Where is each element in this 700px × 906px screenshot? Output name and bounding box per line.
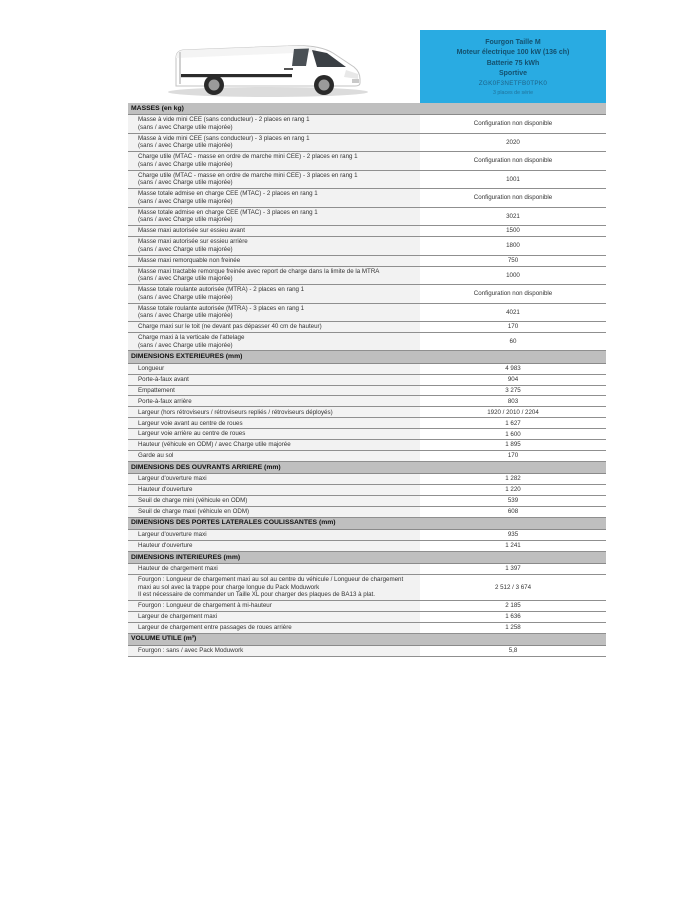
vehicle-seats-note: 3 places de série <box>492 90 534 97</box>
spec-label-cell <box>128 364 420 374</box>
spec-value: 2020 <box>420 134 606 152</box>
table-row <box>128 115 606 134</box>
table-row <box>128 226 606 237</box>
table-row <box>128 152 606 171</box>
spec-value: 608 <box>420 507 606 517</box>
spec-label-cell <box>128 496 420 506</box>
van-image <box>156 22 384 102</box>
spec-label-cell <box>128 304 420 322</box>
spec-label: Largeur de chargement entre passages de roues arrière <box>138 624 292 632</box>
spec-label: Fourgon : Longueur de chargement à mi-hauteur <box>138 602 272 610</box>
spec-value: Configuration non disponible <box>420 285 606 303</box>
table-row <box>128 601 606 612</box>
spec-label: Hauteur d'ouverture <box>138 486 193 494</box>
spec-value: 935 <box>420 530 606 540</box>
spec-value: 170 <box>420 322 606 332</box>
spec-value: 1 397 <box>420 564 606 574</box>
spec-value: 1800 <box>420 237 606 255</box>
spec-value: 539 <box>420 496 606 506</box>
spec-label: Masse maxi autorisée sur essieu avant <box>138 227 245 235</box>
section-header: DIMENSIONS DES OUVRANTS ARRIERE (mm) <box>128 462 606 474</box>
spec-label: Largeur voie avant au centre de roues <box>138 419 243 427</box>
spec-table <box>128 103 606 657</box>
spec-label-cell <box>128 115 420 133</box>
spec-label-cell <box>128 189 420 207</box>
spec-label-cell <box>128 237 420 255</box>
spec-label-cell <box>128 623 420 633</box>
spec-label: Masse totale roulante autorisée (MTRA) - 2 places en rang 1 <box>138 286 305 294</box>
spec-label: Charge utile (MTAC - masse en ordre de marche mini CEE) - 2 places en rang 1 <box>138 153 358 161</box>
spec-label: Seuil de charge mini (véhicule en ODM) <box>138 497 248 505</box>
table-row <box>128 612 606 623</box>
spec-label: Masse totale admise en charge CEE (MTAC) - 3 places en rang 1 <box>138 208 318 216</box>
spec-label: Masse maxi autorisée sur essieu arrière <box>138 238 248 246</box>
spec-value: 1500 <box>420 226 606 236</box>
section-header: VOLUME UTILE (m³) <box>128 634 606 646</box>
spec-label: Garde au sol <box>138 452 174 460</box>
spec-label: Charge utile (MTAC - masse en ordre de marche mini CEE) - 3 places en rang 1 <box>138 171 358 179</box>
table-row <box>128 285 606 304</box>
vehicle-header-card <box>420 30 606 104</box>
spec-label-cell <box>128 601 420 611</box>
spec-value: 170 <box>420 451 606 461</box>
spec-sublabel: (sans / avec Charge utile majorée) <box>138 293 233 301</box>
spec-sublabel: (sans / avec Charge utile majorée) <box>138 341 233 349</box>
spec-label: Porte-à-faux arrière <box>138 397 192 405</box>
section-header: DIMENSIONS DES PORTES LATERALES COULISSANTES (mm) <box>128 518 606 530</box>
spec-value: 2 512 / 3 674 <box>420 575 606 600</box>
table-row <box>128 396 606 407</box>
spec-label: Fourgon : sans / avec Pack Moduwork <box>138 647 244 655</box>
spec-value: 3021 <box>420 208 606 226</box>
white-van-illustration <box>156 22 384 102</box>
spec-label-cell <box>128 564 420 574</box>
spec-label-cell <box>128 375 420 385</box>
spec-label-cell <box>128 322 420 332</box>
spec-label-cell <box>128 152 420 170</box>
spec-label-cell <box>128 530 420 540</box>
spec-value: 750 <box>420 256 606 266</box>
spec-value: 1 895 <box>420 440 606 450</box>
table-row <box>128 256 606 267</box>
spec-sublabel: (sans / avec Charge utile majorée) <box>138 245 233 253</box>
spec-value: 4 983 <box>420 364 606 374</box>
spec-label: Largeur d'ouverture maxi <box>138 475 207 483</box>
spec-sublabel: (sans / avec Charge utile majorée) <box>138 216 233 224</box>
table-row <box>128 237 606 256</box>
spec-label: Hauteur d'ouverture <box>138 542 193 550</box>
table-row <box>128 208 606 227</box>
table-row <box>128 333 606 352</box>
vehicle-motor: Moteur électrique 100 kW (136 ch) <box>456 49 570 57</box>
table-row <box>128 189 606 208</box>
spec-label-cell <box>128 267 420 285</box>
section-header: MASSES (en kg) <box>128 103 606 115</box>
table-row <box>128 407 606 418</box>
spec-label: Largeur (hors rétroviseurs / rétroviseurs repliés / rétroviseurs déployés) <box>138 408 333 416</box>
spec-value: 1000 <box>420 267 606 285</box>
spec-label-cell <box>128 485 420 495</box>
spec-label-cell <box>128 171 420 189</box>
spec-label: Masse à vide mini CEE (sans conducteur) - 3 places en rang 1 <box>138 134 310 142</box>
table-row <box>128 485 606 496</box>
spec-note: Il est nécessaire de commander un Taille XL pour charger des plaques de BA13 à plat. <box>138 591 375 599</box>
spec-label: Largeur d'ouverture maxi <box>138 531 207 539</box>
table-row <box>128 646 606 657</box>
spec-value: 1920 / 2010 / 2204 <box>420 407 606 417</box>
table-row <box>128 429 606 440</box>
spec-value: 803 <box>420 396 606 406</box>
spec-value: 904 <box>420 375 606 385</box>
spec-label: Largeur de chargement maxi <box>138 613 218 621</box>
spec-value: Configuration non disponible <box>420 115 606 133</box>
spec-label-cell <box>128 285 420 303</box>
table-row <box>128 304 606 323</box>
spec-label-cell <box>128 386 420 396</box>
spec-sublabel: (sans / avec Charge utile majorée) <box>138 275 233 283</box>
spec-label: Fourgon : Longueur de chargement maxi au sol au centre du véhicule / Longueur de chargement maxi au sol avec la trappe pour charge longue du Pack Moduwork <box>138 576 404 591</box>
spec-sublabel: (sans / avec Charge utile majorée) <box>138 142 233 150</box>
spec-label: Porte-à-faux avant <box>138 375 189 383</box>
spec-sublabel: (sans / avec Charge utile majorée) <box>138 160 233 168</box>
section-header: DIMENSIONS INTERIEURES (mm) <box>128 552 606 564</box>
spec-label-cell <box>128 208 420 226</box>
table-row <box>128 440 606 451</box>
spec-label: Longueur <box>138 364 165 372</box>
table-row <box>128 322 606 333</box>
spec-label: Seuil de charge maxi (véhicule en ODM) <box>138 508 250 516</box>
spec-value: 1 282 <box>420 474 606 484</box>
table-row <box>128 623 606 634</box>
spec-label-cell <box>128 256 420 266</box>
spec-sublabel: (sans / avec Charge utile majorée) <box>138 179 233 187</box>
table-row <box>128 575 606 601</box>
table-row <box>128 418 606 429</box>
spec-value: 1 241 <box>420 541 606 551</box>
table-row <box>128 507 606 518</box>
table-row <box>128 134 606 153</box>
table-row <box>128 564 606 575</box>
spec-label-cell <box>128 440 420 450</box>
spec-value: 60 <box>420 333 606 351</box>
table-row <box>128 171 606 190</box>
spec-label: Charge maxi à la verticale de l'attelage <box>138 334 245 342</box>
spec-label: Charge maxi sur le toit (ne devant pas dépasser 40 cm de hauteur) <box>138 323 322 331</box>
spec-sublabel: (sans / avec Charge utile majorée) <box>138 197 233 205</box>
spec-label: Hauteur (véhicule en ODM) / avec Charge utile majorée <box>138 441 291 449</box>
spec-label: Masse maxi remorquable non freinée <box>138 256 241 264</box>
table-row <box>128 375 606 386</box>
spec-value: 4021 <box>420 304 606 322</box>
spec-label-cell <box>128 507 420 517</box>
table-row <box>128 267 606 286</box>
table-row <box>128 530 606 541</box>
spec-sublabel: (sans / avec Charge utile majorée) <box>138 123 233 131</box>
spec-value: 1 600 <box>420 429 606 439</box>
spec-value: 2 185 <box>420 601 606 611</box>
section-header: DIMENSIONS EXTERIEURES (mm) <box>128 351 606 363</box>
spec-label-cell <box>128 541 420 551</box>
spec-label: Masse à vide mini CEE (sans conducteur) - 2 places en rang 1 <box>138 116 310 124</box>
table-row <box>128 474 606 485</box>
spec-label-cell <box>128 226 420 236</box>
spec-value: 1 627 <box>420 418 606 428</box>
vehicle-trim: Sportive <box>498 69 527 77</box>
vehicle-code: ZGK0F3NETFB0TPK0 <box>478 80 548 88</box>
spec-value: 1001 <box>420 171 606 189</box>
spec-label-cell <box>128 396 420 406</box>
spec-value: Configuration non disponible <box>420 152 606 170</box>
spec-label-cell <box>128 418 420 428</box>
spec-value: 1 220 <box>420 485 606 495</box>
spec-label-cell <box>128 575 420 600</box>
spec-label: Masse totale roulante autorisée (MTRA) - 3 places en rang 1 <box>138 304 305 312</box>
table-row <box>128 541 606 552</box>
spec-value: 3 275 <box>420 386 606 396</box>
spec-value: 1 258 <box>420 623 606 633</box>
spec-label-cell <box>128 612 420 622</box>
table-row <box>128 451 606 462</box>
vehicle-battery: Batterie 75 kWh <box>486 59 540 67</box>
spec-value: Configuration non disponible <box>420 189 606 207</box>
table-row <box>128 364 606 375</box>
spec-label: Masse maxi tractable remorque freinée avec report de charge dans la limite de la MTRA <box>138 267 380 275</box>
spec-label-cell <box>128 451 420 461</box>
spec-label-cell <box>128 474 420 484</box>
spec-label-cell <box>128 134 420 152</box>
spec-label: Empattement <box>138 386 175 394</box>
spec-label: Masse totale admise en charge CEE (MTAC) - 2 places en rang 1 <box>138 190 318 198</box>
table-row <box>128 496 606 507</box>
spec-sublabel: (sans / avec Charge utile majorée) <box>138 312 233 320</box>
spec-value: 1 636 <box>420 612 606 622</box>
vehicle-title: Fourgon Taille M <box>485 38 541 46</box>
spec-label-cell <box>128 429 420 439</box>
spec-label-cell <box>128 646 420 656</box>
table-row <box>128 386 606 397</box>
spec-value: 5,8 <box>420 646 606 656</box>
spec-label: Largeur voie arrière au centre de roues <box>138 430 246 438</box>
spec-label-cell <box>128 407 420 417</box>
spec-label: Hauteur de chargement maxi <box>138 565 218 573</box>
spec-label-cell <box>128 333 420 351</box>
